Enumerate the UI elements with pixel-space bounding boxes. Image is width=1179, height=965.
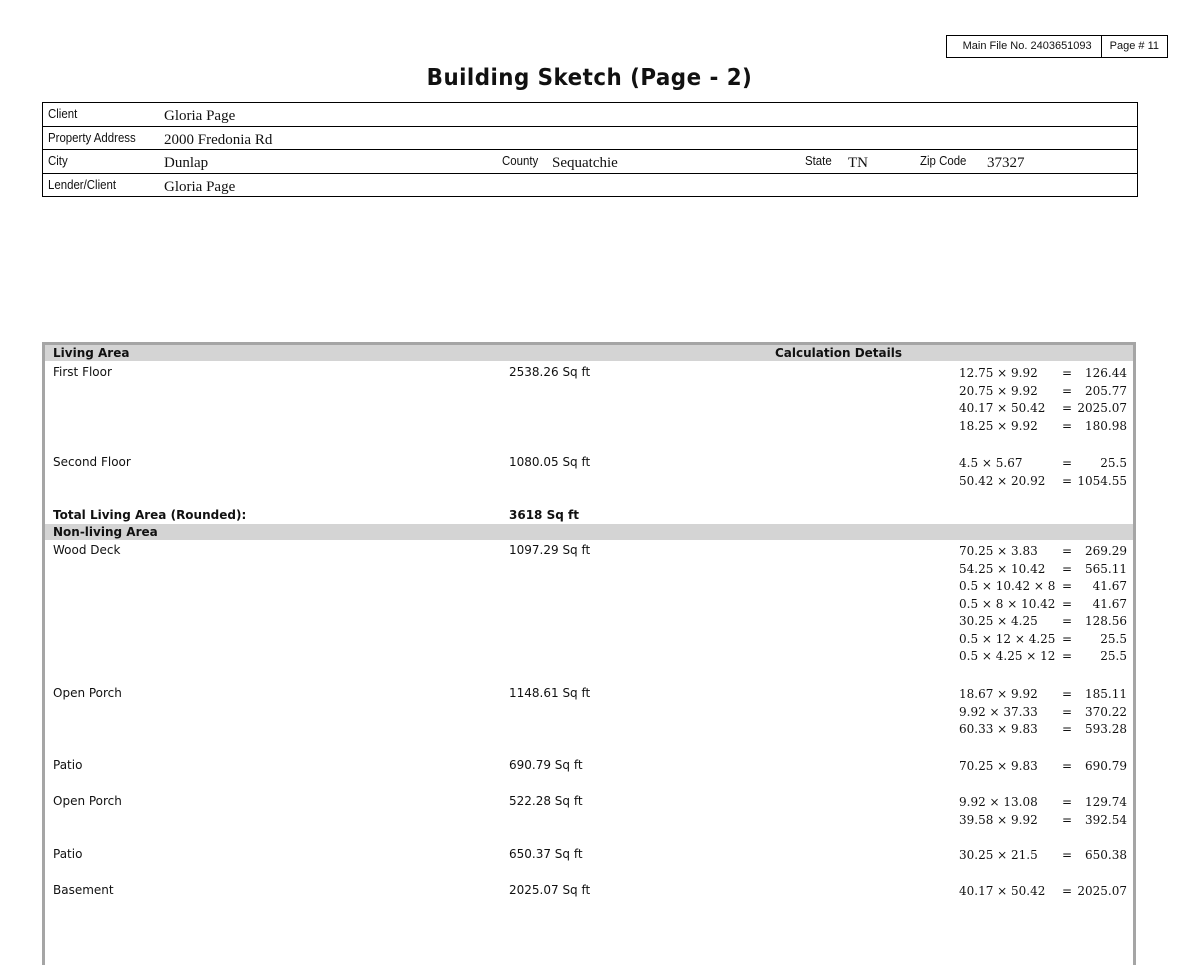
calc-equals: = xyxy=(1061,596,1073,611)
calc-line xyxy=(959,400,1127,418)
area-name: First Floor xyxy=(53,365,112,379)
area-name: Wood Deck xyxy=(53,543,121,557)
calc-lines xyxy=(959,794,1127,829)
calc-line xyxy=(959,383,1127,401)
main-file-number: Main File No. 2403651093 xyxy=(947,36,1102,57)
calc-expression: 4.5 × 5.67 xyxy=(959,456,1023,470)
city-row xyxy=(43,150,1137,174)
calc-result: 25.5 xyxy=(1100,631,1127,646)
calc-result: 370.22 xyxy=(1085,704,1127,719)
calc-equals: = xyxy=(1061,884,1073,898)
non-living-area-header xyxy=(45,524,1133,540)
calc-expression: 20.75 × 9.92 xyxy=(959,383,1038,398)
calc-result: 690.79 xyxy=(1085,759,1127,773)
calc-expression: 9.92 × 37.33 xyxy=(959,704,1038,719)
calc-result: 25.5 xyxy=(1100,649,1127,663)
address-row xyxy=(43,127,1137,151)
calc-expression: 70.25 × 3.83 xyxy=(959,544,1038,558)
calc-equals: = xyxy=(1061,614,1073,628)
calc-result: 126.44 xyxy=(1085,366,1127,380)
total-living-label: Total Living Area (Rounded): xyxy=(53,508,247,522)
state-label: State xyxy=(805,153,832,168)
calc-lines xyxy=(959,365,1127,435)
city-label: City xyxy=(48,153,68,168)
lender-label: Lender/Client xyxy=(48,176,117,192)
calc-equals: = xyxy=(1061,649,1073,663)
calculation-details-heading: Calculation Details xyxy=(775,346,903,360)
area-value: 1080.05 Sq ft xyxy=(509,455,591,469)
calc-result: 2025.07 xyxy=(1077,884,1127,898)
calc-expression: 50.42 × 20.92 xyxy=(959,473,1046,488)
calc-result: 269.29 xyxy=(1085,544,1127,558)
calc-expression: 30.25 × 21.5 xyxy=(959,848,1038,862)
calc-line xyxy=(959,794,1127,812)
calc-line xyxy=(959,365,1127,383)
calc-expression: 12.75 × 9.92 xyxy=(959,366,1038,380)
area-value: 2025.07 Sq ft xyxy=(509,883,591,897)
calc-expression: 40.17 × 50.42 xyxy=(959,884,1046,898)
calc-equals: = xyxy=(1061,579,1073,593)
calc-expression: 18.25 × 9.92 xyxy=(959,418,1038,433)
calc-equals: = xyxy=(1061,561,1073,576)
calc-equals: = xyxy=(1061,544,1073,558)
calc-expression: 40.17 × 50.42 xyxy=(959,401,1046,415)
county-label: County xyxy=(502,153,539,168)
page-title: Building Sketch (Page - 2) xyxy=(426,65,753,91)
zip-value: 37327 xyxy=(987,155,1025,171)
calc-equals: = xyxy=(1061,704,1073,719)
calc-line xyxy=(959,721,1127,739)
area-name: Open Porch xyxy=(53,686,122,700)
calc-lines xyxy=(959,455,1127,490)
area-value: 650.37 Sq ft xyxy=(509,847,583,861)
calc-expression: 0.5 × 10.42 × 8 xyxy=(959,579,1056,593)
city-value: Dunlap xyxy=(164,155,209,171)
calc-expression: 30.25 × 4.25 xyxy=(959,614,1038,628)
calc-line xyxy=(959,418,1127,436)
calc-equals: = xyxy=(1061,456,1073,470)
calc-line xyxy=(959,648,1127,666)
lender-row xyxy=(43,174,1137,197)
area-calculation-table xyxy=(42,342,1136,965)
calc-expression: 0.5 × 8 × 10.42 xyxy=(959,596,1056,611)
calc-expression: 39.58 × 9.92 xyxy=(959,812,1038,827)
page-number: Page # 11 xyxy=(1109,40,1159,52)
file-number-box xyxy=(946,35,1168,58)
calc-line xyxy=(959,543,1127,561)
calc-result: 180.98 xyxy=(1085,418,1127,433)
calc-expression: 60.33 × 9.83 xyxy=(959,722,1038,736)
calc-expression: 54.25 × 10.42 xyxy=(959,561,1046,576)
state-value: TN xyxy=(848,155,868,171)
calc-line xyxy=(959,596,1127,614)
address-label: Property Address xyxy=(48,129,136,145)
calc-expression: 70.25 × 9.83 xyxy=(959,759,1038,773)
area-name: Patio xyxy=(53,847,83,861)
calc-result: 1054.55 xyxy=(1077,473,1127,488)
calc-equals: = xyxy=(1061,366,1073,380)
calc-expression: 18.67 × 9.92 xyxy=(959,687,1038,701)
area-value: 2538.26 Sq ft xyxy=(509,365,591,379)
calc-result: 41.67 xyxy=(1092,596,1127,611)
zip-label: Zip Code xyxy=(920,153,967,168)
calc-result: 565.11 xyxy=(1085,561,1127,576)
calc-result: 128.56 xyxy=(1085,614,1127,628)
calc-line xyxy=(959,561,1127,579)
client-value: Gloria Page xyxy=(164,108,236,124)
calc-line xyxy=(959,704,1127,722)
living-area-header xyxy=(45,345,1133,361)
calc-lines xyxy=(959,758,1127,776)
calc-result: 2025.07 xyxy=(1077,401,1127,415)
calc-expression: 9.92 × 13.08 xyxy=(959,795,1038,809)
calc-line xyxy=(959,578,1127,596)
area-name: Second Floor xyxy=(53,455,131,469)
calc-result: 41.67 xyxy=(1092,579,1127,593)
calc-line xyxy=(959,812,1127,830)
calc-equals: = xyxy=(1061,722,1073,736)
calc-result: 129.74 xyxy=(1085,795,1127,809)
calc-line xyxy=(959,473,1127,491)
total-living-value: 3618 Sq ft xyxy=(509,508,579,522)
calc-line xyxy=(959,613,1127,631)
area-name: Open Porch xyxy=(53,794,122,808)
county-value: Sequatchie xyxy=(552,155,618,171)
calc-equals: = xyxy=(1061,848,1073,862)
calc-lines xyxy=(959,543,1127,666)
area-value: 1097.29 Sq ft xyxy=(509,543,591,557)
calc-lines xyxy=(959,686,1127,739)
client-row xyxy=(43,103,1137,127)
lender-value: Gloria Page xyxy=(164,178,236,195)
calc-line xyxy=(959,883,1127,901)
calc-result: 650.38 xyxy=(1085,848,1127,862)
area-name: Patio xyxy=(53,758,83,772)
calc-equals: = xyxy=(1061,795,1073,809)
calc-lines xyxy=(959,883,1127,901)
area-value: 690.79 Sq ft xyxy=(509,758,583,772)
non-living-area-heading: Non-living Area xyxy=(53,525,158,539)
calc-line xyxy=(959,455,1127,473)
calc-equals: = xyxy=(1061,687,1073,701)
area-value: 522.28 Sq ft xyxy=(509,794,583,808)
calc-equals: = xyxy=(1061,418,1073,433)
calc-lines xyxy=(959,847,1127,865)
calc-line xyxy=(959,686,1127,704)
calc-line xyxy=(959,631,1127,649)
calc-equals: = xyxy=(1061,401,1073,415)
calc-result: 392.54 xyxy=(1085,812,1127,827)
calc-expression: 0.5 × 12 × 4.25 xyxy=(959,631,1056,646)
client-label: Client xyxy=(48,106,78,121)
calc-result: 25.5 xyxy=(1100,456,1127,470)
calc-result: 185.11 xyxy=(1085,687,1127,701)
calc-line xyxy=(959,758,1127,776)
calc-equals: = xyxy=(1061,812,1073,827)
area-value: 1148.61 Sq ft xyxy=(509,686,591,700)
living-area-heading: Living Area xyxy=(53,346,130,360)
calc-result: 205.77 xyxy=(1085,383,1127,398)
calc-equals: = xyxy=(1061,473,1073,488)
area-name: Basement xyxy=(53,883,114,897)
calc-line xyxy=(959,847,1127,865)
address-value: 2000 Fredonia Rd xyxy=(164,131,273,148)
calc-equals: = xyxy=(1061,383,1073,398)
calc-expression: 0.5 × 4.25 × 12 xyxy=(959,649,1056,663)
subject-info-table xyxy=(42,102,1138,197)
calc-equals: = xyxy=(1061,631,1073,646)
calc-result: 593.28 xyxy=(1085,722,1127,736)
calc-equals: = xyxy=(1061,759,1073,773)
